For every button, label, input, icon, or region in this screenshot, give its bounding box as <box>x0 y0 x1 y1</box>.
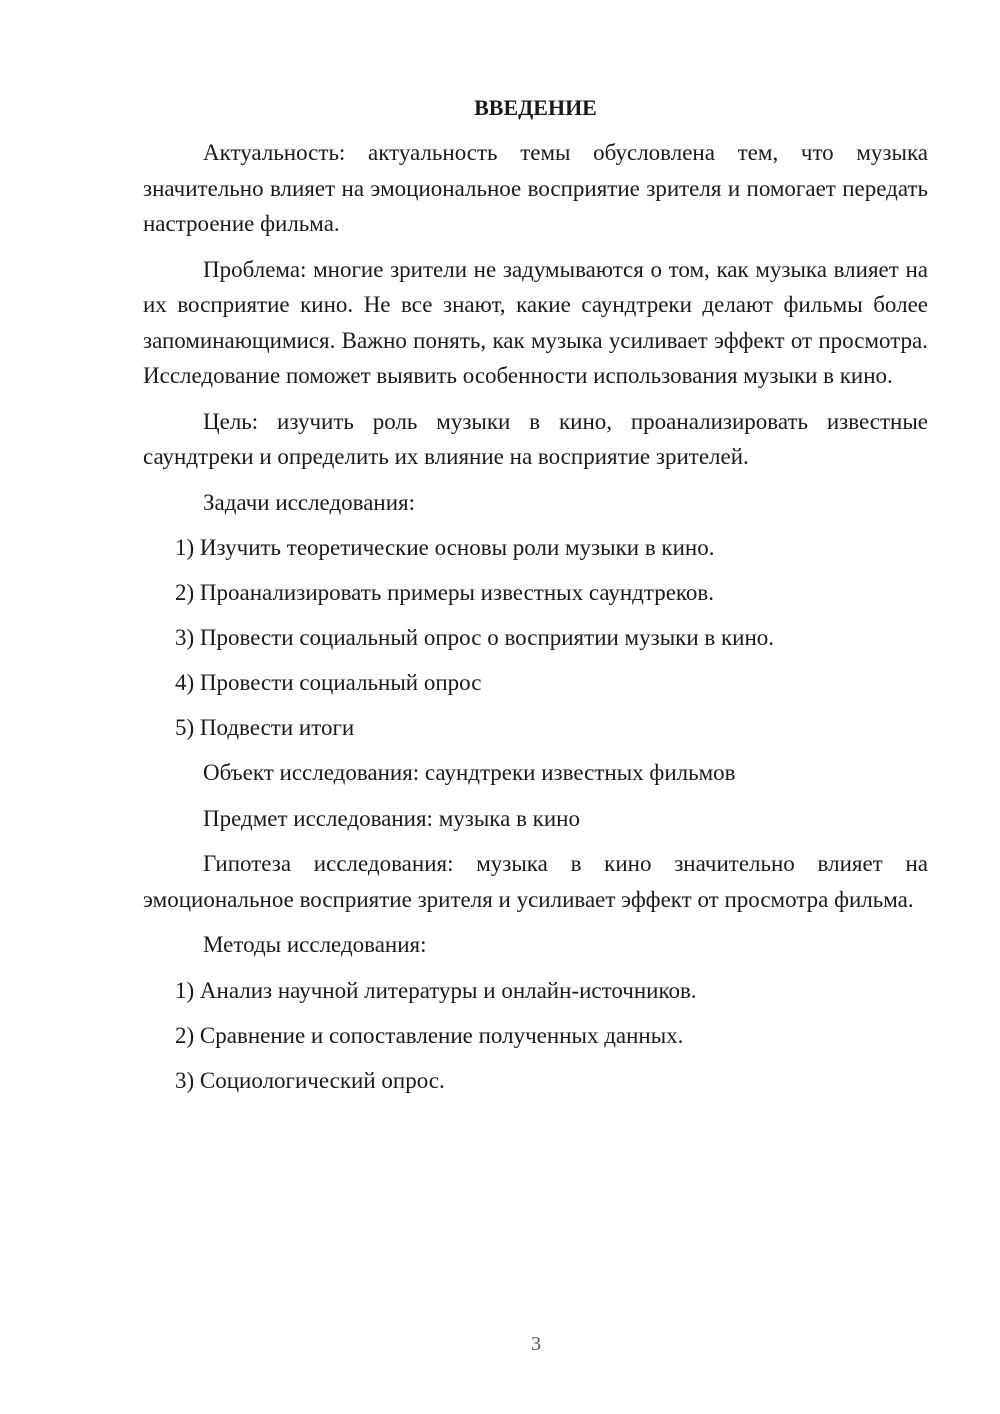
problem-paragraph: Проблема: многие зрители не задумываются о том, как музыка влияет на их восприятие кино. Не все знают, какие саундтреки делают фильмы более запоминающимися. Важно понять, как музыка усиливает эффект от просмотра. Исследование поможет выявить особенности использования музыки в кино. <box>143 256 928 388</box>
relevance-paragraph: Актуальность: актуальность темы обусловлена тем, что музыка значительно влияет на эмоциональное восприятие зрителя и помогает передать настроение фильма. <box>143 140 928 236</box>
page-content <box>143 93 928 1098</box>
goal-paragraph: Цель: изучить роль музыки в кино, проанализировать известные саундтреки и определить их влияние на восприятие зрителей. <box>143 408 928 469</box>
section-title: ВВЕДЕНИЕ <box>474 95 597 120</box>
task-item: 1) Изучить теоретические основы роли музыки в кино. <box>175 535 715 560</box>
hypothesis-paragraph: Гипотеза исследования: музыка в кино значительно влияет на эмоциональное восприятие зрителя и усиливает эффект от просмотра фильма. <box>143 851 928 912</box>
task-item: 2) Проанализировать примеры известных саундтреков. <box>175 580 715 605</box>
task-item: 3) Провести социальный опрос о восприятии музыки в кино. <box>175 625 775 650</box>
task-item: 5) Подвести итоги <box>175 715 355 740</box>
tasks-list <box>143 530 928 745</box>
method-item: 3) Социологический опрос. <box>175 1067 445 1093</box>
methods-list <box>143 973 928 1098</box>
methods-heading: Методы исследования: <box>203 932 427 957</box>
subject-paragraph: Предмет исследования: музыка в кино <box>203 805 580 831</box>
method-item: 1) Анализ научной литературы и онлайн-источников. <box>175 977 697 1003</box>
tasks-heading: Задачи исследования: <box>203 489 416 515</box>
task-item: 4) Провести социальный опрос <box>175 670 482 695</box>
page-number: 3 <box>531 1333 541 1355</box>
method-item: 2) Сравнение и сопоставление полученных данных. <box>175 1022 684 1048</box>
object-paragraph: Объект исследования: саундтреки известных фильмов <box>203 760 736 785</box>
